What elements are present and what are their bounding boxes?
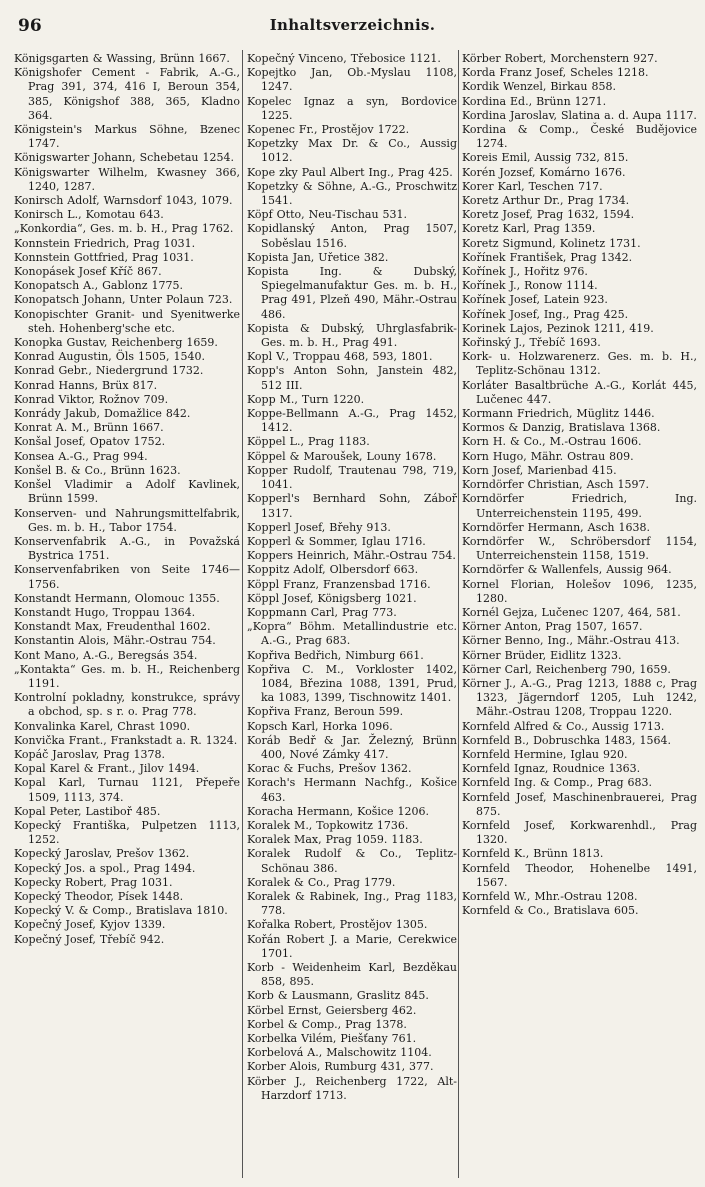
- index-entry: Kopelec Ignaz a syn, Bordovice 1225.: [247, 94, 457, 122]
- index-entry: Kořán Robert J. a Marie, Cerekwice 1701.: [247, 932, 457, 960]
- index-entry: Körner J., A.-G., Prag 1213, 1888 c, Prag 1323, Jägerndorf 1205, Luh 1242, Mähr.-Ostrau 1208, Troppau 1220.: [462, 676, 697, 719]
- index-entry: Korn H. & Co., M.-Ostrau 1606.: [462, 435, 642, 449]
- index-entry: Konirsch L., Komotau 643.: [14, 208, 164, 222]
- page-header: Inhaltsverzeichnis.: [269, 16, 436, 34]
- index-entry: Kopidlanský Anton, Prag 1507, Soběslau 1516.: [247, 222, 457, 250]
- index-entry: Korer Karl, Teschen 717.: [462, 179, 603, 193]
- index-entry: Konopischter Granit- und Syenitwerke steh. Hohenberg'sche etc.: [14, 307, 240, 335]
- index-entry: Koppers Heinrich, Mähr.-Ostrau 754.: [247, 549, 456, 563]
- index-entry: Korláter Basaltbrüche A.-G., Korlát 445, Lučenec 447.: [462, 378, 697, 406]
- index-entry: Königswarter Wilhelm, Kwasney 366, 1240, 1287.: [14, 165, 240, 193]
- index-entry: Konšel B. & Co., Brünn 1623.: [14, 463, 181, 477]
- index-entry: Koppe-Bellmann A.-G., Prag 1452, 1412.: [247, 407, 457, 435]
- index-entry: Kopista Jan, Uřetice 382.: [247, 250, 389, 264]
- index-entry: Kopečný Vinceno, Třebosice 1121.: [247, 52, 441, 65]
- index-entry: Kopřiva Franz, Beroun 599.: [247, 705, 404, 719]
- index-entry: Kornfeld Theodor, Hohenelbe 1491, 1567.: [462, 861, 697, 889]
- index-entry: Körber Robert, Morchenstern 927.: [462, 52, 658, 65]
- column-divider: [458, 50, 459, 1178]
- index-entry: Kořinský J., Třebíč 1693.: [462, 336, 601, 350]
- index-entry: „Kontakta“ Ges. m. b. H., Reichenberg 1191.: [14, 662, 240, 690]
- index-entry: Köppl Franz, Franzensbad 1716.: [247, 577, 431, 591]
- index-entry: Konrad Viktor, Rožnov 709.: [14, 392, 169, 406]
- index-entry: Kopecký Jos. a spol., Prag 1494.: [14, 861, 196, 875]
- index-entry: Koralek & Co., Prag 1779.: [247, 875, 396, 889]
- index-entry: Korndörfer Christian, Asch 1597.: [462, 478, 649, 492]
- index-entry: Kordik Wenzel, Birkau 858.: [462, 80, 617, 94]
- index-entry: Koppitz Adolf, Olbersdorf 663.: [247, 563, 419, 577]
- index-entry: Konrády Jakub, Domažlice 842.: [14, 407, 191, 421]
- index-entry: Köpf Otto, Neu-Tischau 531.: [247, 208, 408, 222]
- index-entry: Konsea A.-G., Prag 994.: [14, 449, 148, 463]
- index-entry: Kopřiva Bedřich, Nimburg 661.: [247, 648, 424, 662]
- index-entry: Kopečný Josef, Kyjov 1339.: [14, 918, 166, 932]
- index-entry: Kopsch Karl, Horka 1096.: [247, 719, 393, 733]
- index-entry: Koracha Hermann, Košice 1206.: [247, 804, 430, 818]
- index-entry: Kopřiva C. M., Vorkloster 1402, 1084, Březina 1088, 1391, Prud, ka 1083, 1399, Tischnowitz 1401.: [247, 662, 457, 705]
- index-entry: Konstandt Hugo, Troppau 1364.: [14, 605, 196, 619]
- index-entry: Kopper Rudolf, Trautenau 798, 719, 1041.: [247, 463, 457, 492]
- index-entry: Korén Jozsef, Komárno 1676.: [462, 165, 626, 179]
- index-entry: Konopásek Josef Kříč 867.: [14, 265, 162, 279]
- index-entry: Koppmann Carl, Prag 773.: [247, 605, 397, 619]
- index-entry: Körner Anton, Prag 1507, 1657.: [462, 620, 643, 634]
- index-entry: Kořínek J., Hořitz 976.: [462, 265, 588, 279]
- index-entry: Kopp M., Turn 1220.: [247, 392, 365, 406]
- index-entry: Koralek Rudolf & Co., Teplitz-Schönau 386.: [247, 847, 457, 875]
- index-entry: Kornél Gejza, Lučenec 1207, 464, 581.: [462, 605, 681, 619]
- index-entry: Kornfeld Josef, Korkwarenhdl., Prag 1320.: [462, 818, 697, 847]
- index-entry: Koretz Arthur Dr., Prag 1734.: [462, 194, 630, 208]
- index-entry: Korndörfer W., Schröbersdorf 1154, Unterreichenstein 1158, 1519.: [462, 534, 697, 563]
- index-entry: Korach's Hermann Nachfg., Košice 463.: [247, 776, 457, 804]
- index-entry: Köppel L., Prag 1183.: [247, 435, 370, 449]
- index-entry: Konšal Josef, Opatov 1752.: [14, 435, 166, 449]
- index-entry: Kořínek František, Prag 1342.: [462, 250, 633, 264]
- index-entry: Kornfeld W., Mhr.-Ostrau 1208.: [462, 889, 638, 903]
- index-entry: Kopenec Fr., Prostějov 1722.: [247, 123, 410, 137]
- index-entry: Kordina & Comp., České Budějovice 1274.: [462, 123, 697, 151]
- index-entry: Kořínek Josef, Latein 923.: [462, 293, 608, 307]
- index-entry: Konservenfabriken von Seite 1746—1756.: [14, 563, 240, 591]
- index-entry: Kontrolní pokladny, konstrukce, správy a obchod, sp. s r. o. Prag 778.: [14, 691, 240, 719]
- index-entry: Koralek Max, Prag 1059. 1183.: [247, 833, 423, 847]
- index-entry: Kopecký Theodor, Písek 1448.: [14, 889, 184, 903]
- index-entry: Kornfeld K., Brünn 1813.: [462, 847, 604, 861]
- index-entry: Kopáč Jaroslav, Prag 1378.: [14, 747, 166, 761]
- index-entry: Konvička Frant., Frankstadt a. R. 1324.: [14, 733, 238, 747]
- index-entry: Kopp's Anton Sohn, Janstein 482, 512 III.: [247, 364, 457, 392]
- index-entry: Konopka Gustav, Reichenberg 1659.: [14, 336, 218, 350]
- index-entry: Korda Franz Josef, Scheles 1218.: [462, 66, 649, 80]
- index-entry: Konstantin Alois, Mähr.-Ostrau 754.: [14, 634, 216, 648]
- index-entry: Korndörfer & Wallenfels, Aussig 964.: [462, 563, 672, 577]
- index-column-right: [462, 52, 697, 918]
- column-divider: [242, 50, 243, 1178]
- index-entry: Konirsch Adolf, Warnsdorf 1043, 1079.: [14, 194, 233, 208]
- index-entry: Kopal Karel & Frant., Jilov 1494.: [14, 762, 200, 776]
- index-entry: Kornfeld Alfred & Co., Aussig 1713.: [462, 719, 665, 733]
- index-entry: Kormos & Danzig, Bratislava 1368.: [462, 421, 661, 435]
- index-entry: Korbelka Vilém, Piešťany 761.: [247, 1032, 417, 1046]
- index-entry: Kopl V., Troppau 468, 593, 1801.: [247, 350, 433, 364]
- index-column-left: [14, 52, 240, 947]
- index-entry: Kopetzky Max Dr. & Co., Aussig 1012.: [247, 137, 457, 165]
- index-entry: Kopal Peter, Lastiboř 485.: [14, 804, 161, 818]
- index-entry: Kopečný Josef, Třebíč 942.: [14, 932, 165, 946]
- index-entry: Königswarter Johann, Schebetau 1254.: [14, 151, 234, 165]
- index-entry: Kopecky Robert, Prag 1031.: [14, 875, 173, 889]
- index-entry: Kořínek Josef, Ing., Prag 425.: [462, 307, 629, 321]
- index-entry: Kořalka Robert, Prostějov 1305.: [247, 918, 428, 932]
- index-entry: Kopetzky & Söhne, A.-G., Proschwitz 1541.: [247, 179, 457, 208]
- index-entry: Konrad Hanns, Brüx 817.: [14, 378, 158, 392]
- index-entry: Korinek Lajos, Pezinok 1211, 419.: [462, 321, 654, 335]
- index-entry: Koralek M., Topkowitz 1736.: [247, 818, 409, 832]
- index-entry: Kopecký Jaroslav, Prešov 1362.: [14, 847, 190, 861]
- index-entry: Koretz Karl, Prag 1359.: [462, 222, 596, 236]
- index-entry: Kornfeld & Co., Bratislava 605.: [462, 904, 639, 918]
- index-entry: Kork- u. Holzwarenerz. Ges. m. b. H., Teplitz-Schönau 1312.: [462, 350, 697, 378]
- index-entry: Konservenfabrik A.-G., in Považská Bystrica 1751.: [14, 534, 240, 563]
- index-entry: Konnstein Gottfried, Prag 1031.: [14, 250, 194, 264]
- index-entry: Koretz Josef, Prag 1632, 1594.: [462, 208, 635, 222]
- index-entry: Kordina Ed., Brünn 1271.: [462, 94, 607, 108]
- index-entry: Konopatsch Johann, Unter Polaun 723.: [14, 293, 233, 307]
- index-entry: Koralek & Rabinek, Ing., Prag 1183, 778.: [247, 889, 457, 918]
- index-entry: Kořínek J., Ronow 1114.: [462, 279, 598, 293]
- index-entry: Königstein's Markus Söhne, Bzenec 1747.: [14, 123, 240, 151]
- index-entry: Köppel & Maroušek, Louny 1678.: [247, 449, 437, 463]
- index-entry: Korac & Fuchs, Prešov 1362.: [247, 762, 412, 776]
- index-entry: Königsgarten & Wassing, Brünn 1667.: [14, 52, 230, 65]
- index-entry: Korbelová A., Malschowitz 1104.: [247, 1046, 432, 1060]
- index-entry: Kope zky Paul Albert Ing., Prag 425.: [247, 165, 453, 179]
- index-entry: Königshofer Cement - Fabrik, A.-G., Prag 391, 374, 416 I, Beroun 354, 385, Königshof 388, 365, Kladno 364.: [14, 66, 240, 122]
- index-entry: Kordina Jaroslav, Slatina a. d. Aupa 1117.: [462, 108, 697, 122]
- index-entry: Koretz Sigmund, Kolinetz 1731.: [462, 236, 641, 250]
- index-entry: Korb & Lausmann, Graslitz 845.: [247, 989, 429, 1003]
- index-entry: Korber Alois, Rumburg 431, 377.: [247, 1060, 434, 1074]
- index-entry: Koreis Emil, Aussig 732, 815.: [462, 151, 629, 165]
- index-entry: Korn Josef, Marienbad 415.: [462, 463, 617, 477]
- index-entry: „Kopra“ Böhm. Metallindustrie etc. A.-G., Prag 683.: [247, 620, 457, 648]
- index-entry: Koráb Bedř & Jar. Železný, Brünn 400, Nové Zámky 417.: [247, 733, 457, 761]
- index-entry: Körbel Ernst, Geiersberg 462.: [247, 1003, 417, 1017]
- index-entry: Konstandt Max, Freudenthal 1602.: [14, 620, 211, 634]
- index-entry: Kopejtko Jan, Ob.-Myslau 1108, 1247.: [247, 66, 457, 94]
- index-entry: Kopal Karl, Turnau 1121, Přepeře 1509, 1113, 374.: [14, 776, 240, 804]
- index-entry: Kormann Friedrich, Müglitz 1446.: [462, 407, 655, 421]
- index-entry: Korndörfer Friedrich, Ing. Unterreichenstein 1195, 499.: [462, 492, 697, 520]
- page-number: 96: [18, 16, 42, 36]
- index-entry: Konnstein Friedrich, Prag 1031.: [14, 236, 196, 250]
- index-entry: Kornfeld Josef, Maschinenbrauerei, Prag 875.: [462, 790, 697, 818]
- index-entry: Körner Carl, Reichenberg 790, 1659.: [462, 662, 671, 676]
- index-entry: Kornel Florian, Holešov 1096, 1235, 1280.: [462, 577, 697, 605]
- index-entry: Kornfeld Ignaz, Roudnice 1363.: [462, 762, 641, 776]
- index-entry: Konrad Augustin, Öls 1505, 1540.: [14, 350, 205, 364]
- index-entry: Körner Benno, Ing., Mähr.-Ostrau 413.: [462, 634, 680, 648]
- index-entry: Kopista & Dubský, Uhrglasfabrik-Ges. m. b. H., Prag 491.: [247, 321, 457, 350]
- index-entry: Kopperl & Sommer, Iglau 1716.: [247, 534, 426, 548]
- index-entry: Kopista Ing. & Dubský, Spiegelmanufaktur Ges. m. b. H., Prag 491, Plzeň 490, Mähr.-Ostrau 486.: [247, 265, 457, 321]
- index-entry: Konserven- und Nahrungsmittelfabrik, Ges. m. b. H., Tabor 1754.: [14, 506, 240, 534]
- index-entry: Korb - Weidenheim Karl, Bezděkau 858, 895.: [247, 961, 457, 989]
- index-entry: Kopecký V. & Comp., Bratislava 1810.: [14, 904, 228, 918]
- index-column-middle: [247, 52, 457, 1103]
- index-entry: Konstandt Hermann, Olomouc 1355.: [14, 591, 220, 605]
- index-entry: Kornfeld Hermine, Iglau 920.: [462, 747, 628, 761]
- index-entry: Kopperl Josef, Břehy 913.: [247, 520, 391, 534]
- index-entry: Körber J., Reichenberg 1722, Alt-Harzdorf 1713.: [247, 1074, 457, 1102]
- index-entry: Kopecký Františka, Pulpetzen 1113, 1252.: [14, 818, 240, 847]
- index-entry: „Konkordia“, Ges. m. b. H., Prag 1762.: [14, 222, 234, 236]
- index-entry: Konvalinka Karel, Chrast 1090.: [14, 719, 191, 733]
- index-entry: Konopatsch A., Gablonz 1775.: [14, 279, 183, 293]
- index-entry: Kornfeld Ing. & Comp., Prag 683.: [462, 776, 653, 790]
- index-entry: Korndörfer Hermann, Asch 1638.: [462, 520, 650, 534]
- index-entry: Konšel Vladimir a Adolf Kavlinek, Brünn 1599.: [14, 478, 240, 506]
- index-entry: Kopperl's Bernhard Sohn, Záboř 1317.: [247, 492, 457, 520]
- index-entry: Konrat A. M., Brünn 1667.: [14, 421, 164, 435]
- index-entry: Kornfeld B., Dobruschka 1483, 1564.: [462, 733, 672, 747]
- index-entry: Kont Mano, A.-G., Beregsás 354.: [14, 648, 198, 662]
- index-entry: Korn Hugo, Mähr. Ostrau 809.: [462, 449, 634, 463]
- index-entry: Köppl Josef, Königsberg 1021.: [247, 591, 417, 605]
- index-entry: Konrad Gebr., Niedergrund 1732.: [14, 364, 204, 378]
- index-entry: Körner Brüder, Eidlitz 1323.: [462, 648, 622, 662]
- index-entry: Korbel & Comp., Prag 1378.: [247, 1017, 407, 1031]
